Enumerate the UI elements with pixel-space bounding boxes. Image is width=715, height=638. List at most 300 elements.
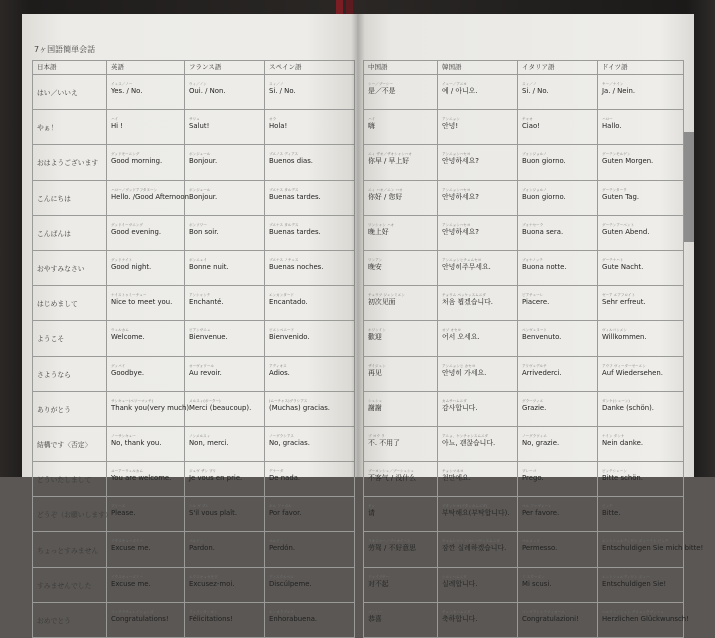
pronunciation-en: ユーアーウェルカム [111, 469, 143, 474]
cell-ko [438, 567, 518, 602]
phrase-japanese: はい／いいえ [33, 75, 107, 110]
cell-es [265, 180, 355, 215]
book-gutter [351, 14, 365, 477]
header-german: ドイツ語 [598, 61, 684, 75]
cell-en [107, 110, 185, 145]
phrase-ko: 안녕! [442, 122, 459, 131]
phrase-fr: Excusez-moi. [189, 579, 235, 588]
cell-it [518, 462, 598, 497]
cell-ko [438, 497, 518, 532]
cell-ko [438, 602, 518, 637]
cell-fr [185, 250, 265, 285]
header-japanese: 日本語 [33, 61, 107, 75]
table-row [33, 250, 355, 285]
cell-es [265, 391, 355, 426]
pronunciation-zh: ニィ ザオ／ザオシャンハオ [368, 152, 412, 157]
pronunciation-es: スィ／ノ [269, 82, 284, 86]
cell-fr [185, 391, 265, 426]
phrase-es: (Muchas) gracias. [269, 403, 330, 412]
phrase-ko: 안녕하세요? [442, 192, 479, 201]
cell-es [265, 286, 355, 321]
pronunciation-ko: アンニョン [442, 117, 460, 122]
pronunciation-ko: アンニョンハセヨ [442, 152, 471, 157]
cell-en [107, 75, 185, 110]
pronunciation-en: イェス／ノー [111, 82, 133, 86]
cell-fr [185, 567, 265, 602]
phrase-en: You are welcome. [111, 474, 172, 483]
phrase-fr: Bonjour. [189, 192, 218, 201]
phrase-es: Buenas noches. [269, 262, 324, 271]
pronunciation-de: ナイン ダンケ [602, 433, 625, 438]
phrase-en: Good morning. [111, 157, 163, 166]
phrase-ko: 안녕하세요? [442, 157, 479, 166]
cell-en [107, 391, 192, 426]
pronunciation-ko: チャムシマン シルレハゲッスムニダ [442, 539, 500, 544]
cell-it [518, 180, 598, 215]
cell-ko [438, 426, 518, 461]
table-row [364, 321, 684, 356]
pronunciation-zh: ブーヨンシェ／ブーシェシェ [368, 469, 415, 474]
cell-ko [438, 110, 518, 145]
phrase-fr: Je vous en prie. [189, 474, 243, 483]
pronunciation-de: グーテンターク [602, 187, 627, 192]
pronunciation-es: ブエナス タルデス [269, 222, 299, 227]
cell-de [598, 321, 684, 356]
pronunciation-en: グッドモーニング [111, 152, 140, 157]
table-row [364, 180, 684, 215]
pronunciation-it: ブォナセーラ [522, 222, 544, 227]
phrase-fr: Bonne nuit. [189, 262, 229, 271]
pronunciation-en: イクスキューズミー [111, 539, 144, 544]
phrase-es: Buenas tardes. [269, 192, 321, 201]
cell-it [518, 250, 598, 285]
cell-zh [364, 75, 438, 110]
cell-es [265, 426, 355, 461]
table-row [364, 602, 684, 637]
table-row [364, 286, 684, 321]
pronunciation-en: ウェルカム [111, 328, 129, 333]
table-row [364, 75, 684, 110]
cell-it [518, 497, 598, 532]
table-row [33, 75, 355, 110]
phrase-de: Willkommen. [602, 333, 647, 342]
cell-ko [438, 180, 518, 215]
pronunciation-es: エンオラブエナ [269, 609, 294, 614]
header-english: 英語 [107, 61, 185, 75]
phrase-ko: 안녕히주무세요. [442, 262, 491, 271]
pronunciation-de: ハロー [602, 117, 613, 122]
cell-es [265, 145, 355, 180]
phrase-en: Congratulations! [111, 614, 169, 623]
cell-it [518, 321, 598, 356]
phrase-japanese: ありがとう [33, 391, 107, 426]
phrase-en: Excuse me. [111, 579, 151, 588]
open-notebook [22, 14, 704, 625]
pronunciation-fr: サリュ [189, 117, 200, 122]
phrase-japanese: さようなら [33, 356, 107, 391]
phrase-japanese: おはようございます [33, 145, 107, 180]
pronunciation-it: ペルメッソ [522, 539, 540, 544]
cell-it [518, 145, 598, 180]
cell-de [598, 250, 684, 285]
cell-de [598, 567, 684, 602]
cell-zh [364, 356, 438, 391]
phrase-en: Hi ! [111, 122, 124, 131]
table-row [364, 426, 684, 461]
phrase-zh: 晚上好 [368, 227, 389, 236]
phrase-it: Benvenuto. [522, 333, 562, 342]
phrase-zh: 再见 [368, 368, 382, 377]
phrase-it: Buona notte. [522, 262, 567, 271]
cell-zh [364, 497, 438, 532]
cell-zh [364, 567, 438, 602]
phrase-japanese: おめでとう [33, 602, 107, 637]
pronunciation-it: ブォナノッテ [522, 257, 543, 262]
pronunciation-fr: ボンニュイ [189, 257, 207, 262]
phrase-it: Permesso. [522, 544, 558, 553]
pronunciation-ko: チョンマネヨ [442, 469, 464, 474]
pronunciation-de: グーテンモルゲン [602, 152, 631, 157]
cell-de [598, 462, 684, 497]
cell-it [518, 391, 598, 426]
phrase-zh: 歡迎 [368, 333, 382, 342]
pronunciation-fr: アンシャンテ [189, 293, 211, 298]
cell-es [265, 321, 355, 356]
phrase-japanese: すみませんでした [33, 567, 107, 602]
phrase-japanese: どうぞ（お願いします） [33, 497, 107, 532]
pronunciation-ko: オソ オセヨ [442, 328, 462, 333]
phrase-it: Si. / No. [522, 87, 549, 95]
table-row [33, 356, 355, 391]
pronunciation-es: ポル ファボル [269, 504, 292, 509]
table-row [33, 462, 355, 497]
table-row [364, 391, 684, 426]
phrase-fr: Bonjour. [189, 157, 218, 166]
pronunciation-fr: ボンソワー [189, 222, 207, 227]
left-page [22, 14, 357, 625]
phrase-it: Buona sera. [522, 227, 564, 236]
cell-ko [438, 145, 518, 180]
pronunciation-en: グッドナイト [111, 257, 133, 262]
phrase-es: Perdón. [269, 544, 296, 553]
phrase-table-left [32, 60, 355, 638]
cell-es [265, 462, 355, 497]
phrase-fr: Enchanté. [189, 298, 224, 307]
table-row [364, 497, 684, 532]
phrase-de: Entschuldigen Sie mich bitte! [602, 544, 704, 553]
header-french: フランス語 [185, 61, 265, 75]
pronunciation-de: ヘルツリッヒェン グリュックヴンシュ [602, 609, 664, 614]
pronunciation-es: エンカンタード [269, 293, 295, 298]
phrase-it: Grazie. [522, 403, 547, 412]
phrase-ko: 축하합니다. [442, 614, 478, 623]
cell-it [518, 426, 598, 461]
pronunciation-ko: アンニョンハセヨ [442, 222, 471, 227]
cell-zh [364, 180, 438, 215]
cell-ko [438, 321, 518, 356]
phrase-de: Guten Tag. [602, 192, 640, 201]
table-row [33, 426, 355, 461]
phrase-de: Auf Wiedersehen. [602, 368, 663, 377]
phrase-zh: 謝謝 [368, 403, 382, 412]
cell-de [598, 356, 684, 391]
pronunciation-de: エントシュルディゲン ズィー [602, 574, 650, 579]
table-row [33, 110, 355, 145]
phrase-de: Sehr erfreut. [602, 298, 646, 307]
cell-es [265, 567, 355, 602]
page-title: 7ヶ国語簡単会話 [34, 45, 96, 54]
pronunciation-de: ヴィルコンメン [602, 328, 627, 333]
phrase-de: Entschuldigen Sie! [602, 579, 667, 588]
cell-zh [364, 250, 438, 285]
cell-en [107, 497, 185, 532]
pronunciation-it: ペル ファヴォーレ [522, 504, 552, 509]
cell-zh [364, 391, 438, 426]
pronunciation-ko: アンニョンヒチュムセヨ [442, 257, 482, 262]
pronunciation-fr: エクスキュゼモワ [189, 574, 218, 579]
cell-ko [438, 532, 518, 567]
cell-en [107, 250, 185, 285]
phrase-ko: 예 / 아니오. [442, 87, 478, 95]
table-row [364, 145, 684, 180]
cell-it [518, 286, 598, 321]
phrase-zh: 晚安 [368, 262, 382, 271]
phrase-it: Per favore. [522, 509, 560, 518]
pronunciation-ko: アンニョンヒ カセヨ [442, 363, 476, 368]
phrase-it: Piacere. [522, 298, 550, 307]
phrase-es: No, gracias. [269, 438, 310, 447]
table-row [33, 497, 355, 532]
pronunciation-ko: プタッケヨ(ブタッカムニダ) [442, 504, 488, 509]
cell-de [598, 602, 689, 637]
cell-en [107, 180, 192, 215]
cell-en [107, 321, 185, 356]
pronunciation-en: サンキュー(ベリーマッチ) [111, 398, 154, 403]
phrase-de: Guten Abend. [602, 227, 650, 236]
header-italian: イタリア語 [518, 61, 598, 75]
phrase-japanese: こんにちは [33, 180, 107, 215]
phrase-en: Hello. /Good Afternoon. [111, 192, 192, 201]
cell-ko [438, 391, 518, 426]
cell-en [107, 567, 185, 602]
phrase-fr: Bienvenue. [189, 333, 228, 342]
table-row [364, 215, 684, 250]
phrase-fr: Oui. / Non. [189, 87, 226, 95]
pronunciation-zh: ニィ ハオ／ニン ハオ [368, 187, 403, 192]
phrase-es: Enhorabuena. [269, 614, 318, 623]
table-row [33, 215, 355, 250]
cell-en [107, 286, 185, 321]
table-row [33, 180, 355, 215]
phrase-it: Congratulazioni! [522, 614, 579, 623]
cell-de [598, 426, 684, 461]
table-row [364, 462, 684, 497]
cell-zh [364, 145, 438, 180]
phrase-es: Bienvenido. [269, 333, 310, 342]
pronunciation-it: コングラトゥラツィオーニ [522, 609, 565, 614]
phrase-de: Bitte schön. [602, 474, 643, 483]
pronunciation-zh: ブ ヨウ ラ [368, 433, 385, 438]
cell-es [265, 75, 355, 110]
table-row [364, 532, 684, 567]
pronunciation-zh: チン [368, 504, 376, 509]
phrase-zh: 劳驾 / 不好意思 [368, 544, 417, 553]
phrase-de: Ja. / Nein. [602, 87, 636, 95]
pronunciation-it: ミ スクーズィ [522, 574, 545, 579]
phrase-de: Guten Morgen. [602, 157, 654, 166]
phrase-en: Nice to meet you. [111, 298, 173, 307]
cell-it [518, 215, 598, 250]
pronunciation-it: チャオ [522, 117, 533, 122]
table-row [364, 110, 684, 145]
cell-en [107, 426, 185, 461]
table-row [33, 321, 355, 356]
cell-fr [185, 215, 265, 250]
phrase-zh: 不. 不用了 [368, 438, 400, 447]
pronunciation-zh: ラオジャー／ブハオイース [368, 539, 411, 544]
pronunciation-fr: パルドン [189, 539, 204, 544]
pronunciation-en: コングラチュレイションズ [111, 609, 154, 614]
cell-it [518, 110, 598, 145]
phrase-fr: Pardon. [189, 544, 215, 553]
pronunciation-zh: シー／ブーシー [368, 82, 393, 86]
cell-es [265, 110, 355, 145]
cell-it [518, 532, 598, 567]
cell-zh [364, 426, 438, 461]
phrase-ko: 천만에요. [442, 474, 471, 483]
phrase-fr: Bon soir. [189, 227, 219, 236]
cell-en [107, 215, 185, 250]
phrase-table-right [363, 60, 704, 638]
pronunciation-fr: ジュヴ ザン プリ [189, 469, 217, 474]
pronunciation-de: ヤー／ナイン [602, 82, 624, 86]
cell-ko [438, 286, 518, 321]
cell-zh [364, 602, 438, 637]
cell-fr [185, 532, 265, 567]
pronunciation-es: ノーグラシアス [269, 433, 294, 438]
phrase-en: Excuse me. [111, 544, 151, 553]
phrase-it: Buon giorno. [522, 192, 566, 201]
cell-fr [185, 321, 265, 356]
cell-zh [364, 215, 438, 250]
cell-ko [438, 250, 518, 285]
cell-zh [364, 110, 438, 145]
table-row [33, 567, 355, 602]
index-tab [684, 132, 694, 242]
phrase-en: Good evening. [111, 227, 162, 236]
table-row [33, 532, 355, 567]
pronunciation-it: プレーゴ [522, 469, 537, 474]
phrase-en: Yes. / No. [111, 87, 143, 95]
pronunciation-es: ブエナス タルデス [269, 187, 299, 192]
cell-de [598, 180, 684, 215]
phrase-fr: Salut! [189, 122, 210, 131]
phrase-de: Danke (schön). [602, 403, 654, 412]
phrase-fr: S'il vous plaît. [189, 509, 238, 518]
pronunciation-it: アリヴェデルチ [522, 363, 547, 368]
phrase-japanese: やぁ！ [33, 110, 107, 145]
cell-de [598, 145, 684, 180]
pronunciation-es: デナーダ [269, 469, 284, 474]
pronunciation-de: エントシュルディゲン ズィーミヒ ビッテ [602, 539, 669, 544]
pronunciation-en: ハイ [111, 117, 119, 122]
pronunciation-es: アディオス [269, 363, 287, 368]
cell-it [518, 567, 598, 602]
phrase-it: Ciao! [522, 122, 540, 131]
pronunciation-ko: アンニョンハセヨ [442, 187, 471, 192]
pronunciation-de: グーテンアーベント [602, 222, 635, 227]
cell-de [598, 110, 684, 145]
pronunciation-ko: シルレハムニダ [442, 574, 467, 579]
cell-es [265, 497, 355, 532]
pronunciation-es: ブエノス ディアス [269, 152, 299, 157]
phrase-de: Bitte. [602, 509, 621, 518]
cell-fr [185, 286, 265, 321]
phrase-es: Adios. [269, 368, 290, 377]
pronunciation-zh: ワンシャン ハオ [368, 222, 395, 227]
phrase-es: De nada. [269, 474, 301, 483]
phrase-it: Prego. [522, 474, 544, 483]
pronunciation-it: ブォンジョルノ [522, 152, 547, 157]
pronunciation-zh: ゴンシー [368, 609, 383, 614]
pronunciation-it: ブォンジョルノ [522, 187, 547, 192]
phrase-zh: 对不起 [368, 579, 389, 588]
cell-de [598, 75, 684, 110]
pronunciation-en: ノーサンキュー [111, 433, 136, 438]
cell-ko [438, 75, 518, 110]
pronunciation-zh: シェシェ [368, 398, 383, 403]
pronunciation-fr: シル ヴ プレ [189, 504, 210, 509]
cell-de [598, 532, 704, 567]
phrase-es: Por favor. [269, 509, 302, 518]
pronunciation-es: ペルドン [269, 539, 284, 544]
cell-en [107, 145, 185, 180]
table-row [364, 567, 684, 602]
table-row [33, 602, 355, 637]
pronunciation-es: オラ [269, 117, 277, 122]
table-row [33, 145, 355, 180]
phrase-ko: 부탁해요(부탁합니다). [442, 509, 510, 518]
pronunciation-fr: フェリシタシオン [189, 609, 218, 614]
phrase-es: Encantado. [269, 298, 308, 307]
phrase-de: Hallo. [602, 122, 622, 131]
phrase-zh: 你早 / 早上好 [368, 157, 410, 166]
cell-es [265, 356, 355, 391]
phrase-ko: 아뇨, 괜찮습니다. [442, 438, 496, 447]
phrase-it: Arrivederci. [522, 368, 562, 377]
phrase-es: Hola! [269, 122, 288, 131]
cell-zh [364, 462, 438, 497]
phrase-japanese: こんばんは [33, 215, 107, 250]
cell-fr [185, 180, 265, 215]
phrase-en: Thank you(very much). [111, 403, 192, 412]
cell-ko [438, 356, 518, 391]
cell-es [265, 250, 355, 285]
pronunciation-es: (ムーチャス)グラシアス [269, 398, 308, 403]
phrase-en: Welcome. [111, 333, 145, 342]
cell-es [265, 532, 355, 567]
pronunciation-zh: ホワンイン [368, 328, 386, 333]
phrase-zh: 初次见面 [368, 298, 396, 307]
pronunciation-en: イクスキューズミー [111, 574, 144, 579]
phrase-fr: Au revoir. [189, 368, 222, 377]
phrase-es: Buenos dias. [269, 157, 313, 166]
phrase-japanese: 結構です〈否定〉 [33, 426, 107, 461]
cell-en [107, 356, 185, 391]
header-spanish: スペイン語 [265, 61, 355, 75]
cell-fr [185, 426, 265, 461]
pronunciation-zh: ドゥイブチー [368, 574, 390, 579]
